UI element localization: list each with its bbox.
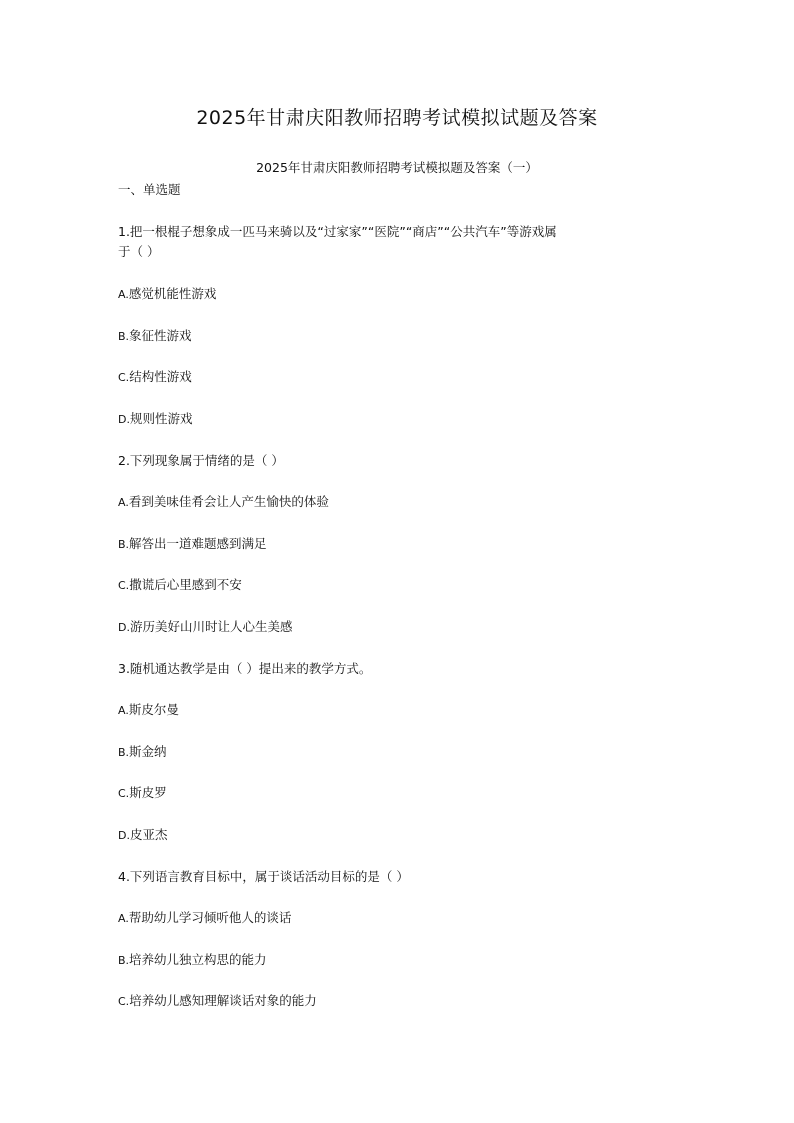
question-1-option-d bbox=[118, 409, 698, 430]
option-letter: A. bbox=[118, 912, 129, 925]
question-3-stem: 3.随机通达教学是由（ ）提出来的教学方式。 bbox=[118, 661, 372, 676]
option-text: 规则性游戏 bbox=[129, 411, 193, 426]
option-text: 斯皮罗 bbox=[129, 785, 167, 800]
option-letter: A. bbox=[118, 704, 129, 717]
option-letter: C. bbox=[118, 579, 130, 592]
option-letter: A. bbox=[118, 496, 129, 509]
question-3-option-c bbox=[118, 783, 698, 804]
option-text: 游历美好山川时让人心生美感 bbox=[129, 619, 293, 634]
page-subtitle: 2025年甘肃庆阳教师招聘考试模拟题及答案（一） bbox=[256, 160, 538, 175]
option-letter: B. bbox=[118, 330, 130, 343]
option-letter: B. bbox=[118, 746, 130, 759]
question-3-option-d bbox=[118, 825, 698, 846]
option-letter: C. bbox=[118, 371, 130, 384]
question-2-stem: 2.下列现象属于情绪的是（ ） bbox=[118, 453, 284, 468]
page-title: 2025年甘肃庆阳教师招聘考试模拟试题及答案 bbox=[196, 107, 598, 129]
option-text: 斯皮尔曼 bbox=[128, 702, 179, 717]
option-text: 结构性游戏 bbox=[129, 369, 192, 384]
question-1-stem-line-2: 于（ ） bbox=[118, 244, 160, 259]
option-letter: D. bbox=[118, 829, 130, 842]
option-text: 象征性游戏 bbox=[129, 328, 192, 343]
question-1-option-a bbox=[118, 284, 698, 305]
question-2-option-a bbox=[118, 492, 698, 513]
option-text: 撒谎后心里感到不安 bbox=[129, 577, 242, 592]
option-text: 培养幼儿独立构思的能力 bbox=[129, 952, 267, 967]
question-4-option-b bbox=[118, 950, 698, 971]
option-letter: A. bbox=[118, 288, 129, 301]
option-letter: C. bbox=[118, 787, 130, 800]
question-4-stem: 4.下列语言教育目标中，属于谈话活动目标的是（ ） bbox=[118, 869, 409, 884]
option-text: 解答出一道难题感到满足 bbox=[129, 536, 267, 551]
option-text: 感觉机能性游戏 bbox=[128, 286, 217, 301]
option-text: 培养幼儿感知理解谈话对象的能力 bbox=[129, 993, 317, 1008]
option-letter: D. bbox=[118, 413, 130, 426]
question-4-option-a bbox=[118, 908, 698, 929]
question-3-option-a bbox=[118, 700, 698, 721]
option-letter: C. bbox=[118, 995, 130, 1008]
question-1-option-c bbox=[118, 367, 698, 388]
option-text: 看到美味佳肴会让人产生愉快的体验 bbox=[128, 494, 329, 509]
question-1-stem-line-1: 1.把一根棍子想象成一匹马来骑以及“过家家”“医院”“商店”“公共汽车”等游戏属 bbox=[118, 224, 557, 239]
question-1-option-b bbox=[118, 326, 698, 347]
option-letter: B. bbox=[118, 954, 130, 967]
section-heading: 一、单选题 bbox=[118, 182, 181, 197]
option-text: 斯金纳 bbox=[129, 744, 167, 759]
option-letter: D. bbox=[118, 621, 130, 634]
question-2-option-d bbox=[118, 617, 698, 638]
question-2-option-b bbox=[118, 534, 698, 555]
question-4-option-c bbox=[118, 991, 698, 1012]
option-letter: B. bbox=[118, 538, 130, 551]
option-text: 皮亚杰 bbox=[129, 827, 168, 842]
question-3-option-b bbox=[118, 742, 698, 763]
question-2-option-c bbox=[118, 575, 698, 596]
option-text: 帮助幼儿学习倾听他人的谈话 bbox=[128, 910, 292, 925]
